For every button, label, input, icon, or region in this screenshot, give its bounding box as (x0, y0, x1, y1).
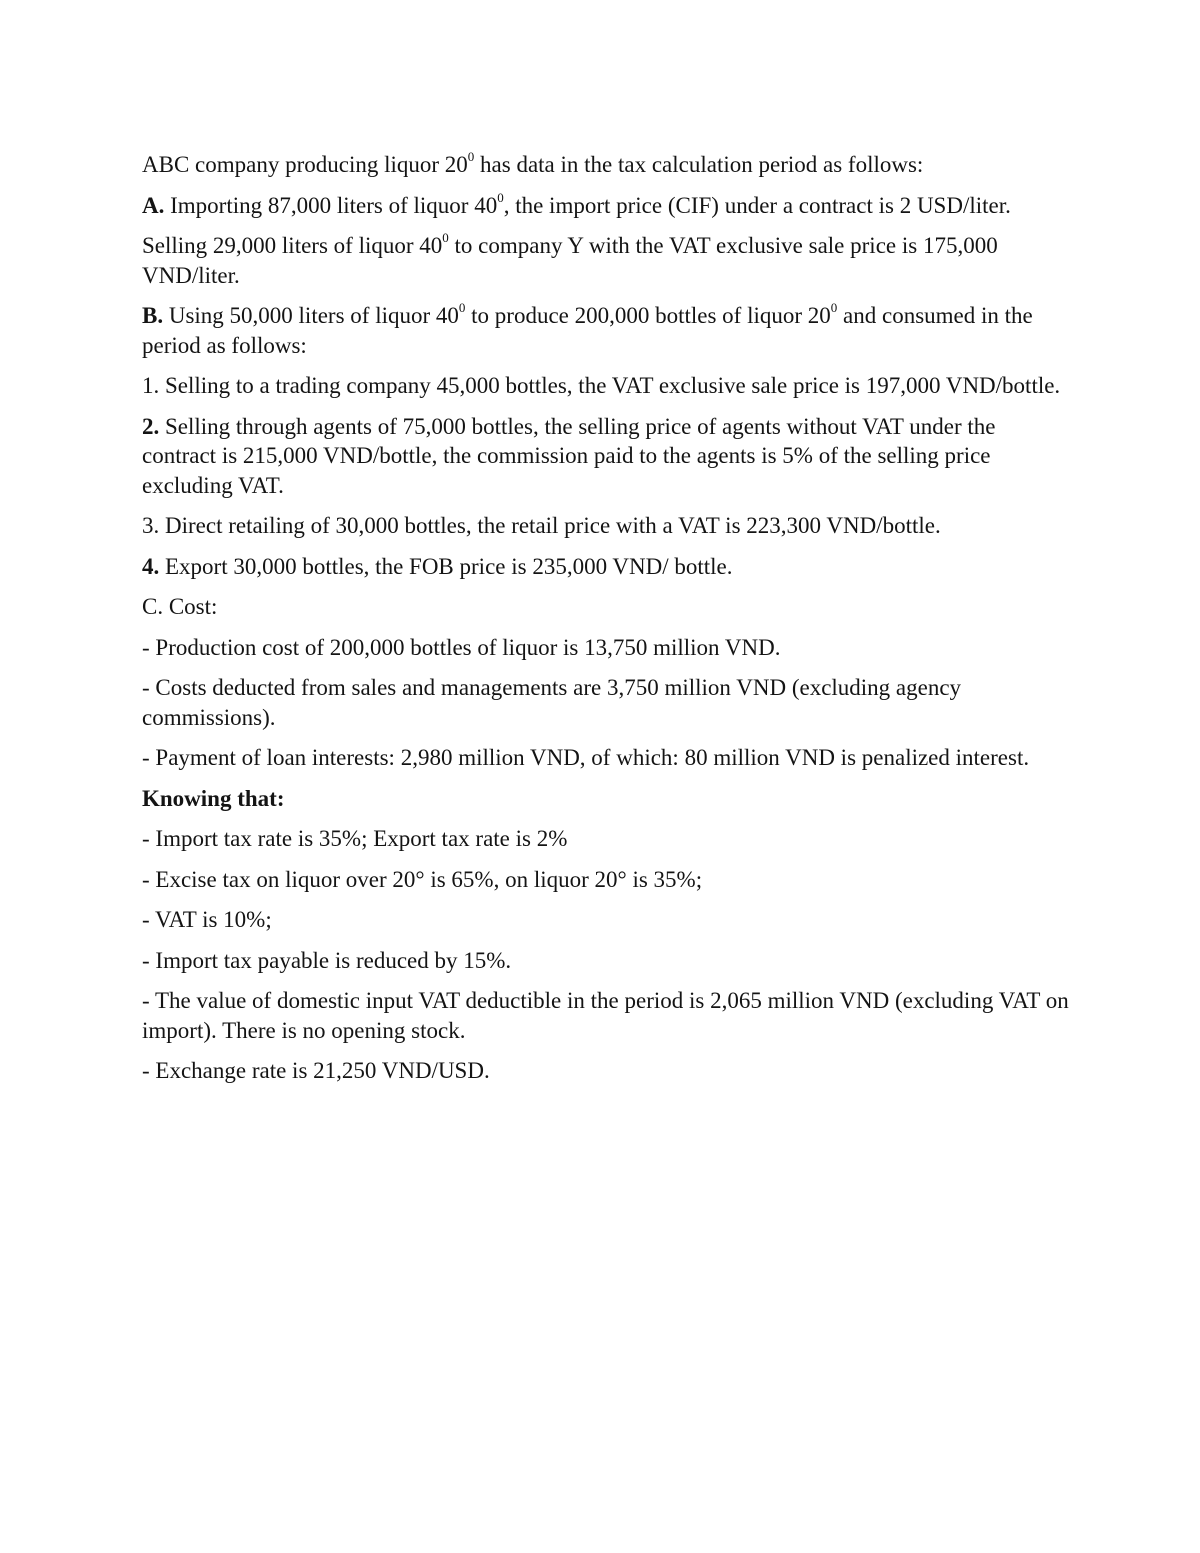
part-c-item-2: - Costs deducted from sales and managements are 3,750 million VND (excluding agency commissions). (142, 675, 962, 730)
part-b-text-middle: to produce 200,000 bottles of liquor 20 (465, 303, 831, 328)
part-b-label: B. (142, 303, 164, 328)
part-b-item-1 (142, 371, 1072, 401)
part-a-text-start: Importing 87,000 liters of liquor 40 (164, 192, 498, 218)
item-text: Direct retailing of 30,000 bottles, the retail price with a VAT is 223,300 VND/bottle. (159, 513, 941, 538)
part-a-label: A. (142, 192, 165, 218)
item-number: 2. (142, 413, 160, 439)
part-b-item-2 (142, 412, 1072, 501)
part-b-text-start: Using 50,000 liters of liquor 40 (163, 303, 459, 328)
item-text: Selling through agents of 75,000 bottles, the selling price of agents without VAT under the contract is 215,000 VND/bottle, the commission paid to the agents is 5% of the selling price excluding VAT. (142, 413, 996, 498)
part-c-heading: C. Cost: (142, 594, 218, 619)
part-c-item-3: - Payment of loan interests: 2,980 million VND, of which: 80 million VND is penalized interest. (142, 745, 1030, 770)
part-a-import-paragraph (142, 191, 1072, 221)
degree-superscript: 0 (467, 149, 475, 165)
part-a-sale-text-end: to company Y with the VAT exclusive sale price is 175,000 VND/liter. (142, 233, 998, 288)
knowing-heading (142, 784, 1072, 814)
knowing-item-3: - VAT is 10%; (142, 907, 272, 932)
part-a-sale-text-start: Selling 29,000 liters of liquor 40 (142, 233, 443, 258)
part-b-text-end: and consumed in the period as follows: (142, 303, 1033, 358)
degree-superscript: 0 (458, 300, 466, 316)
knowing-item-1: - Import tax rate is 35%; Export tax rate is 2% (142, 826, 568, 851)
intro-text-start: ABC company producing liquor 20 (142, 152, 468, 177)
intro-paragraph (142, 150, 1072, 180)
item-number: 4. (142, 553, 160, 579)
degree-superscript: 0 (830, 300, 838, 316)
item-text: Selling to a trading company 45,000 bottles, the VAT exclusive sale price is 197,000 VND/bottle. (159, 373, 1061, 398)
item-number: 3. (142, 513, 160, 538)
knowing-item-6: - Exchange rate is 21,250 VND/USD. (142, 1058, 490, 1083)
item-text: Export 30,000 bottles, the FOB price is 235,000 VND/ bottle. (159, 553, 733, 579)
item-number: 1. (142, 373, 160, 398)
knowing-heading-text: Knowing that: (142, 785, 285, 811)
degree-superscript: 0 (442, 230, 449, 246)
part-b-item-4 (142, 552, 1072, 582)
knowing-item-4: - Import tax payable is reduced by 15%. (142, 947, 512, 973)
part-b-paragraph (142, 301, 1072, 360)
part-c-item-1: - Production cost of 200,000 bottles of liquor is 13,750 million VND. (142, 634, 781, 660)
part-b-item-3 (142, 511, 1072, 541)
document-body (142, 150, 1072, 1097)
part-a-sale-paragraph (142, 231, 1072, 290)
degree-superscript: 0 (497, 189, 504, 205)
intro-text-end: has data in the tax calculation period as follows: (474, 152, 924, 177)
knowing-item-2: - Excise tax on liquor over 20° is 65%, on liquor 20° is 35%; (142, 866, 703, 892)
part-a-text-end: , the import price (CIF) under a contract is 2 USD/liter. (503, 192, 1011, 218)
knowing-item-5: - The value of domestic input VAT deductible in the period is 2,065 million VND (excluding VAT on import). There is no opening stock. (142, 988, 1069, 1043)
